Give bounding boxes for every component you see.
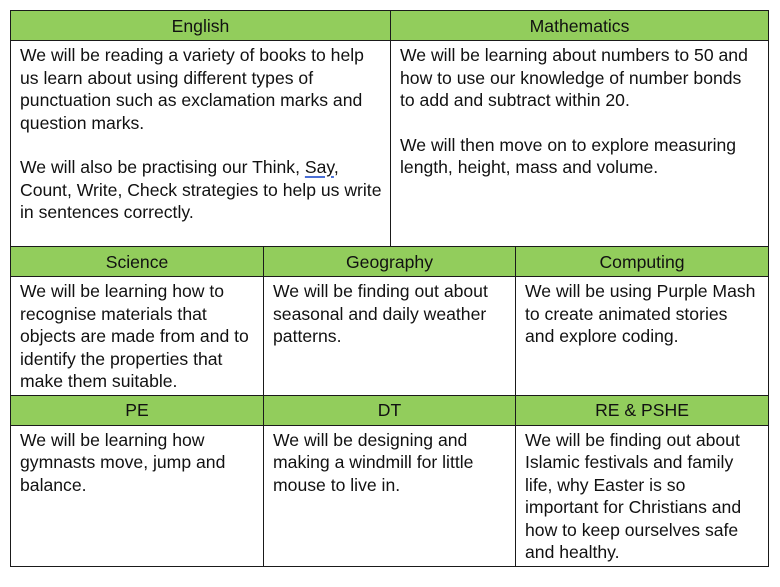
mathematics-title: Mathematics <box>529 15 630 36</box>
body-row-middle <box>11 277 769 396</box>
english-paragraph-2-start: We will also be practising our Think, <box>20 157 305 177</box>
header-row-middle <box>11 247 769 277</box>
geography-title: Geography <box>345 251 434 272</box>
geography-text: We will be finding out about seasonal and daily weather patterns. <box>273 281 488 346</box>
mathematics-paragraph-1: We will be learning about numbers to 50 and how to use our knowledge of number bonds to add and subtract within 20. <box>400 45 748 110</box>
computing-title: Computing <box>599 251 685 272</box>
pe-text: We will be learning how gymnasts move, jump and balance. <box>20 429 226 495</box>
re-pshe-text: We will be finding out about Islamic festivals and family life, why Easter is so important for Christians and how to keep ourselves safe and healthy. <box>525 429 742 562</box>
geography-cell <box>264 277 516 396</box>
re-pshe-header <box>516 395 769 425</box>
science-title: Science <box>105 251 169 272</box>
science-cell <box>11 277 264 396</box>
english-underlined-word: Say <box>304 157 334 177</box>
computing-cell <box>516 277 769 396</box>
computing-text: We will be using Purple Mash to create animated stories and explore coding. <box>525 281 756 346</box>
mathematics-cell <box>391 41 769 247</box>
english-header <box>11 11 391 41</box>
english-cell <box>11 41 391 247</box>
english-title: English <box>171 15 230 36</box>
dt-text: We will be designing and making a windmill for little mouse to live in. <box>273 429 474 495</box>
english-paragraph-1: We will be reading a variety of books to help us learn about using different types of punctuation such as exclamation marks and question marks. <box>20 45 364 133</box>
re-pshe-cell <box>516 425 769 566</box>
english-paragraph-2-end: , Count, Write, Check strategies to help us write in sentences correctly. <box>20 157 382 222</box>
computing-header <box>516 247 769 277</box>
curriculum-table <box>10 10 769 567</box>
pe-header <box>11 395 264 425</box>
dt-title: DT <box>377 400 402 420</box>
dt-header <box>264 395 516 425</box>
body-row-bottom <box>11 425 769 566</box>
header-row-bottom <box>11 395 769 425</box>
header-row-top <box>11 11 769 41</box>
pe-title: PE <box>125 400 149 420</box>
body-row-top <box>11 41 769 247</box>
mathematics-paragraph-2: We will then move on to explore measuring length, height, mass and volume. <box>400 134 737 177</box>
geography-header <box>264 247 516 277</box>
pe-cell <box>11 425 264 566</box>
science-header <box>11 247 264 277</box>
english-paragraph-2 <box>20 156 382 224</box>
dt-cell <box>264 425 516 566</box>
science-text: We will be learning how to recognise materials that objects are made from and to identify the properties that make them suitable. <box>20 281 249 391</box>
re-pshe-title: RE & PSHE <box>595 400 689 420</box>
mathematics-header <box>391 11 769 41</box>
